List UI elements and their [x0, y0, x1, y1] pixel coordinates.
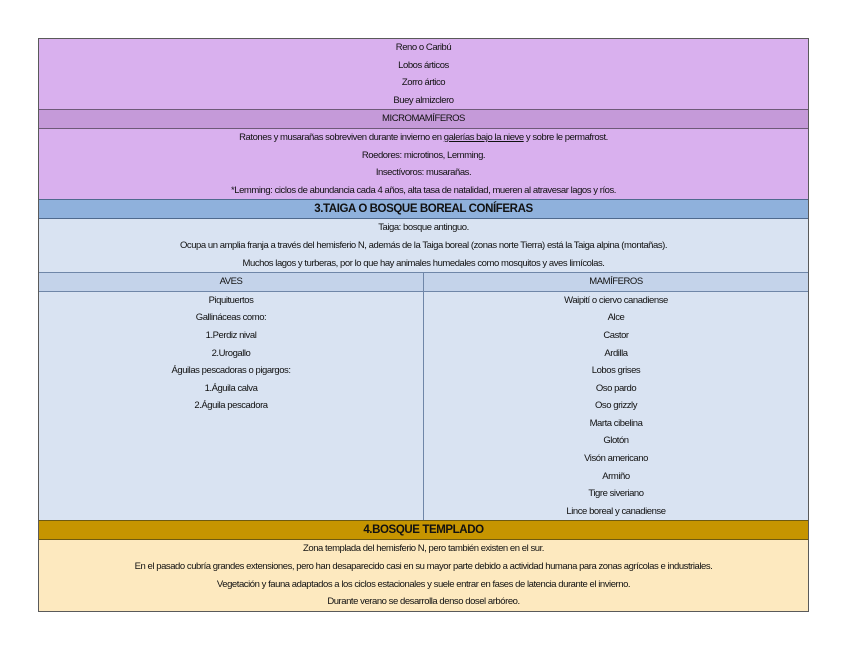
taiga-intro-line: Ocupa un amplia franja a través del hemisferio N, además de la Taiga boreal (zonas norte Tierra) está la Taiga alpina (montañas). — [179, 239, 668, 251]
aves-item: Gallináceas como: — [195, 312, 267, 324]
micromamiferos-header: MICROMAMÍFEROS — [382, 113, 465, 125]
tundra-mammals-block — [39, 39, 808, 109]
taiga-columns-header — [39, 272, 808, 292]
templado-title: 4.BOSQUE TEMPLADO — [363, 524, 484, 537]
aves-item: Piquituertos — [208, 294, 254, 306]
tundra-mammal: Lobos árticos — [398, 59, 449, 71]
templado-line: Durante verano se desarrolla denso dosel arbóreo. — [327, 596, 520, 608]
aves-item: 1.Águila calva — [204, 382, 258, 394]
micromamiferos-header-row — [39, 109, 808, 129]
templado-block — [39, 540, 808, 610]
micromamiferos-line — [239, 129, 608, 147]
aves-item: 2.Urogallo — [211, 347, 251, 359]
mamiferos-item: Lince boreal y canadiense — [566, 505, 666, 517]
templado-line: Zona templada del hemisferio N, pero también existen en el sur. — [303, 543, 544, 555]
templado-line: En el pasado cubría grandes extensiones, pero han desaparecido casi en su mayor parte debido a actividad humana para zonas agrícolas e industriales. — [134, 561, 713, 573]
micromamiferos-block — [39, 129, 808, 199]
mamiferos-item: Waipití o ciervo canadiense — [564, 294, 668, 306]
underlined-phrase: galerías bajo la nieve — [443, 131, 524, 143]
notes-table — [38, 38, 809, 612]
mamiferos-item: Marta cibelina — [589, 417, 643, 429]
templado-line: Vegetación y fauna adaptados a los ciclos estacionales y suele entrar en fases de latencia durante el invierno. — [216, 578, 631, 590]
micromamiferos-line-start: Ratones y musarañas sobreviven durante invierno en — [239, 131, 444, 143]
mamiferos-item: Oso pardo — [595, 382, 637, 394]
taiga-intro-line: Muchos lagos y turberas, por lo que hay animales humedales como mosquitos y aves limícolas. — [242, 257, 605, 269]
mamiferos-item: Lobos grises — [591, 365, 641, 377]
tundra-mammal: Zorro ártico — [401, 77, 446, 89]
taiga-intro-line: Taiga: bosque antinguo. — [378, 222, 469, 234]
mamiferos-item: Visón americano — [584, 453, 648, 465]
aves-item: Águilas pescadoras o pigargos: — [171, 365, 291, 377]
mamiferos-item: Oso grizzly — [594, 400, 638, 412]
micromamiferos-line-end: y sobre le permafrost. — [523, 131, 608, 143]
aves-header: AVES — [39, 273, 424, 291]
taiga-intro-block — [39, 219, 808, 272]
mamiferos-item: Glotón — [603, 435, 629, 447]
micromamiferos-line: *Lemming: ciclos de abundancia cada 4 años, alta tasa de natalidad, mueren al atravesar lagos y ríos. — [231, 184, 616, 196]
mamiferos-item: Ardilla — [604, 347, 628, 359]
tundra-mammal: Reno o Caribú — [395, 42, 452, 53]
taiga-columns — [39, 292, 808, 521]
micromamiferos-line: Insectívoros: musarañas. — [375, 167, 472, 179]
templado-header-row — [39, 520, 808, 540]
taiga-title: 3.TAIGA O BOSQUE BOREAL CONÍFERAS — [314, 203, 533, 216]
mamiferos-item: Castor — [603, 329, 629, 341]
mamiferos-item: Armiño — [602, 470, 630, 482]
aves-item: 2.Águila pescadora — [194, 400, 268, 412]
micromamiferos-line: Roedores: microtinos, Lemming. — [361, 149, 486, 161]
taiga-header-row — [39, 199, 808, 219]
mamiferos-header: MAMÍFEROS — [589, 276, 643, 288]
mamiferos-column — [424, 292, 808, 521]
tundra-mammal: Buey almizclero — [393, 94, 454, 106]
mamiferos-item: Tigre siveriano — [588, 488, 644, 500]
aves-column — [39, 292, 424, 521]
mamiferos-item: Alce — [607, 312, 625, 324]
aves-item: 1.Perdiz nival — [205, 329, 257, 341]
